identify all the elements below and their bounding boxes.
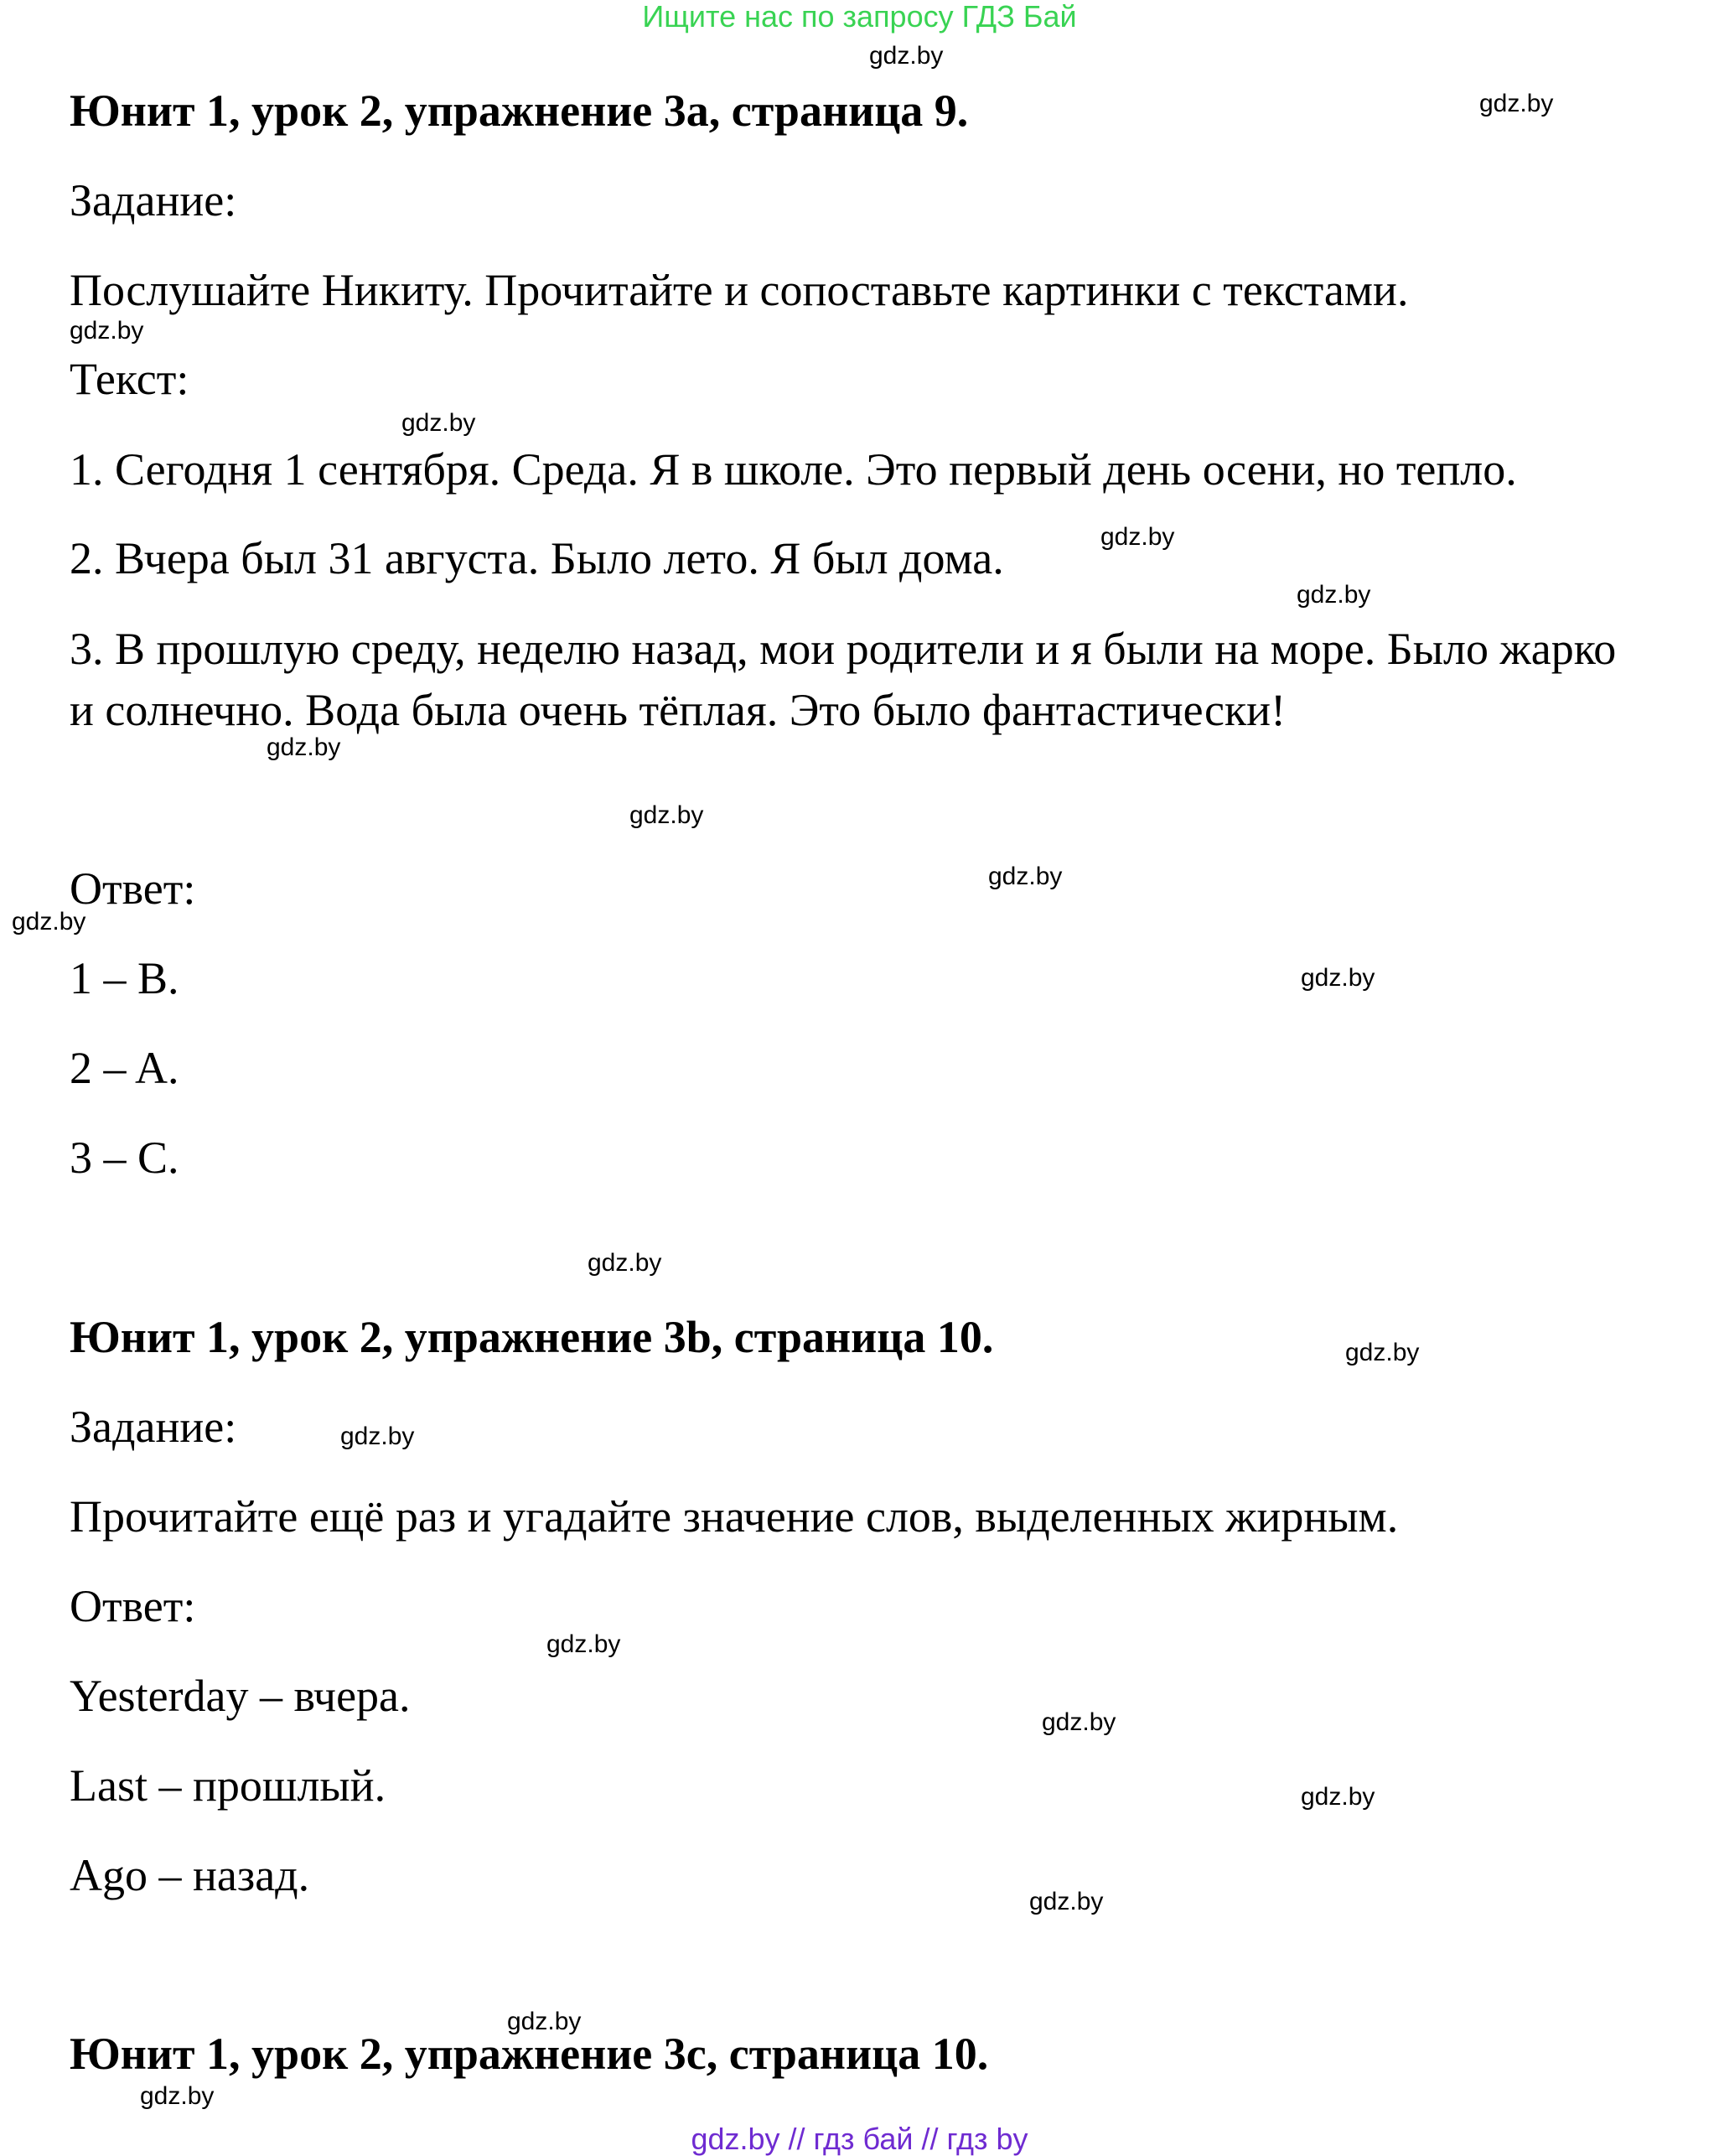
- watermark: gdz.by: [1479, 90, 1554, 117]
- watermark: gdz.by: [588, 1249, 662, 1277]
- section1-heading: Юнит 1, урок 2, упражнение 3a, страница 9.: [70, 86, 969, 136]
- watermark: gdz.by: [401, 409, 476, 437]
- section1-text-label: Текст:: [70, 354, 189, 404]
- watermark: gdz.by: [1100, 523, 1175, 551]
- watermark: gdz.by: [1301, 1783, 1375, 1811]
- section2-task-label: Задание:: [70, 1402, 237, 1452]
- watermark: gdz.by: [1042, 1708, 1116, 1736]
- watermark: gdz.by: [1029, 1888, 1104, 1915]
- watermark: gdz.by: [1297, 581, 1371, 609]
- watermark: gdz.by: [988, 863, 1063, 890]
- section1-item-1: 1. Сегодня 1 сентября. Среда. Я в школе. Это первый день осени, но тепло.: [70, 444, 1517, 495]
- watermark: gdz.by: [267, 733, 341, 761]
- section2-heading: Юнит 1, урок 2, упражнение 3b, страница 10.: [70, 1312, 994, 1362]
- watermark: gdz.by: [1301, 964, 1375, 992]
- watermark: gdz.by: [629, 801, 704, 829]
- watermark: gdz.by: [546, 1630, 621, 1658]
- section1-item-3: 3. В прошлую среду, неделю назад, мои родители и я были на море. Было жарко и солнечно. Вода была очень тёплая. Это было фантастически!: [70, 624, 1617, 735]
- section3-heading: Юнит 1, урок 2, упражнение 3c, страница 10.: [70, 2029, 989, 2079]
- watermark: gdz.by: [869, 42, 944, 70]
- section2-answer-2: Last – прошлый.: [70, 1760, 386, 1811]
- section1-answer-1: 1 – B.: [70, 953, 179, 1003]
- bottom-banner: gdz.by // гдз бай // гдз by: [691, 2122, 1028, 2156]
- section2-answer-1: Yesterday – вчера.: [70, 1671, 411, 1721]
- top-banner: Ищите нас по запросу ГДЗ Бай: [642, 0, 1077, 34]
- section1-task-label: Задание:: [70, 175, 237, 225]
- section1-item-2: 2. Вчера был 31 августа. Было лето. Я был дома.: [70, 533, 1004, 583]
- section2-answer-3: Ago – назад.: [70, 1850, 310, 1900]
- section2-answer-label: Ответ:: [70, 1581, 196, 1631]
- watermark: gdz.by: [12, 908, 86, 935]
- watermark: gdz.by: [340, 1423, 415, 1450]
- section1-answer-3: 3 – C.: [70, 1132, 179, 1183]
- section1-task-text: Послушайте Никиту. Прочитайте и сопоставьте картинки с текстами.: [70, 265, 1409, 315]
- watermark: gdz.by: [140, 2082, 215, 2110]
- section1-answer-2: 2 – A.: [70, 1043, 179, 1093]
- watermark: gdz.by: [1345, 1339, 1420, 1366]
- section1-answer-label: Ответ:: [70, 863, 196, 914]
- section2-task-text: Прочитайте ещё раз и угадайте значение слов, выделенных жирным.: [70, 1491, 1399, 1542]
- watermark: gdz.by: [70, 317, 144, 345]
- watermark: gdz.by: [507, 2008, 582, 2035]
